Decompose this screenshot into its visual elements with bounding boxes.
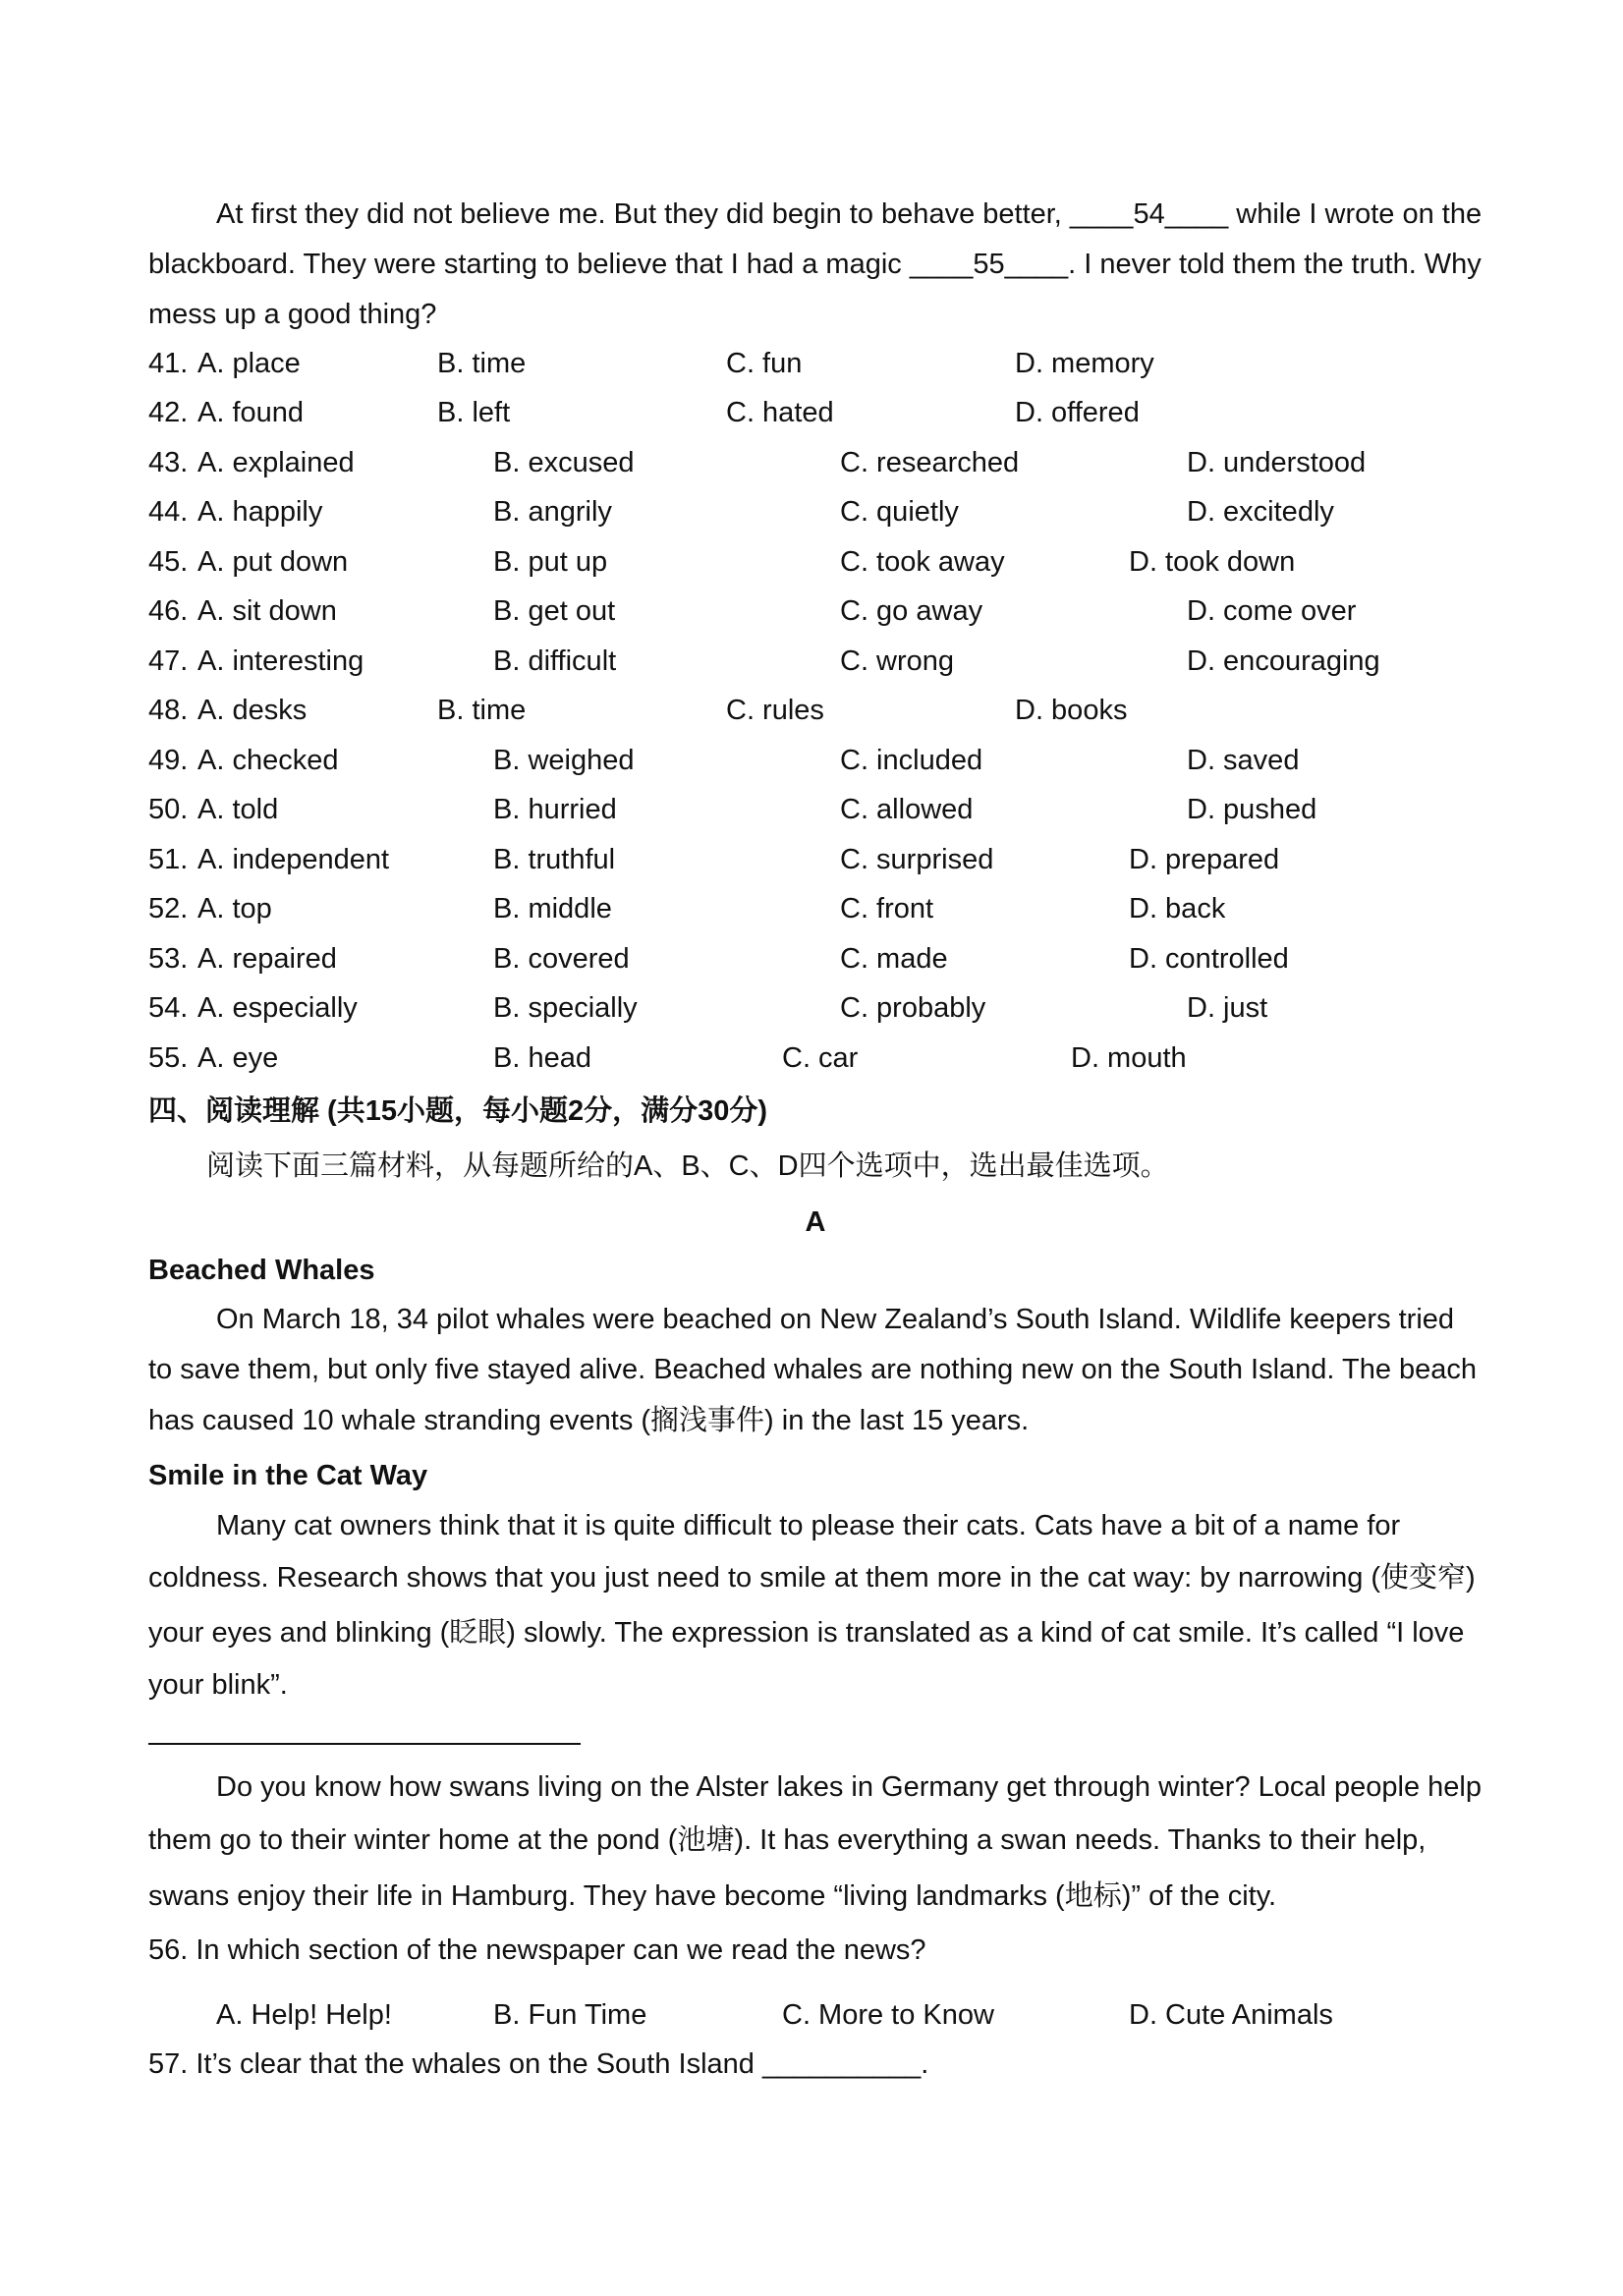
option-c: C. allowed bbox=[840, 794, 974, 825]
option-a: A. independent bbox=[197, 844, 390, 875]
option-c: C. made bbox=[840, 943, 948, 975]
option-a: A. eye bbox=[197, 1042, 279, 1074]
question-number: 54. bbox=[148, 992, 189, 1024]
option-b: B. head bbox=[493, 1042, 591, 1074]
question-stem: 57. It’s clear that the whales on the South Island __________. bbox=[148, 2048, 929, 2080]
option-d: D. mouth bbox=[1071, 1042, 1187, 1074]
cloze-option-row bbox=[148, 445, 1524, 480]
option-a: A. sit down bbox=[197, 595, 337, 627]
passage-line: At first they did not believe me. But they did begin to behave better, ____54____ while I wrote on the bbox=[216, 198, 1483, 230]
cloze-option-row bbox=[148, 544, 1524, 580]
article-title: Beached Whales bbox=[148, 1255, 375, 1286]
option-b: B. specially bbox=[493, 992, 638, 1024]
question-number: 51. bbox=[148, 844, 189, 875]
option-d: D. just bbox=[1187, 992, 1268, 1024]
option-b: B. time bbox=[437, 695, 527, 726]
option-b: B. truthful bbox=[493, 844, 616, 875]
option-b: B. left bbox=[437, 397, 511, 428]
option-c: C. hated bbox=[726, 397, 834, 428]
article-line: to save them, but only five stayed alive. Beached whales are nothing new on the South Island. The beach bbox=[148, 1354, 1478, 1385]
option-c: C. quietly bbox=[840, 496, 959, 528]
option-a: A. top bbox=[197, 893, 272, 924]
cloze-option-row bbox=[148, 1040, 1524, 1076]
option-b: B. excused bbox=[493, 447, 635, 478]
option-b: B. hurried bbox=[493, 794, 617, 825]
option-a: A. explained bbox=[197, 447, 355, 478]
option-d: D. pushed bbox=[1187, 794, 1317, 825]
article-line: Do you know how swans living on the Alster lakes in Germany get through winter? Local people help bbox=[216, 1771, 1483, 1803]
option-c: C. wrong bbox=[840, 645, 955, 677]
option-a: A. put down bbox=[197, 546, 349, 578]
option-b: B. time bbox=[437, 348, 527, 379]
question-number: 46. bbox=[148, 595, 189, 627]
option-d: D. come over bbox=[1187, 595, 1357, 627]
article-line: On March 18, 34 pilot whales were beached on New Zealand’s South Island. Wildlife keepers tried bbox=[216, 1304, 1455, 1335]
option-c: C. researched bbox=[840, 447, 1020, 478]
option-a: A. especially bbox=[197, 992, 358, 1024]
cloze-option-row bbox=[148, 792, 1524, 827]
question-number: 45. bbox=[148, 546, 189, 578]
question-number: 55. bbox=[148, 1042, 189, 1074]
question-number: 52. bbox=[148, 893, 189, 924]
cloze-option-row bbox=[148, 693, 1524, 728]
option-a: A. checked bbox=[197, 745, 339, 776]
question-number: 53. bbox=[148, 943, 189, 975]
option-d: D. encouraging bbox=[1187, 645, 1380, 677]
option-c: C. fun bbox=[726, 348, 803, 379]
section-heading: 四、阅读理解 (共15小题，每小题2分，满分30分) bbox=[148, 1095, 768, 1127]
answer-blank-rule bbox=[148, 1743, 581, 1745]
cloze-option-row bbox=[148, 842, 1524, 877]
option-d: D. controlled bbox=[1129, 943, 1289, 975]
option-b: B. put up bbox=[493, 546, 608, 578]
option-c: C. front bbox=[840, 893, 934, 924]
option-b: B. weighed bbox=[493, 745, 635, 776]
cloze-option-row bbox=[148, 990, 1524, 1026]
article-line: your eyes and blinking (眨眼) slowly. The expression is translated as a kind of cat smile. It’s called “I love bbox=[148, 1617, 1465, 1649]
option-b: B. angrily bbox=[493, 496, 612, 528]
question-number: 47. bbox=[148, 645, 189, 677]
option-c: C. go away bbox=[840, 595, 983, 627]
article-line: Many cat owners think that it is quite difficult to please their cats. Cats have a bit of a name for bbox=[216, 1510, 1401, 1541]
option-c: C. car bbox=[782, 1042, 859, 1074]
option-b: B. covered bbox=[493, 943, 630, 975]
option-b: B. difficult bbox=[493, 645, 617, 677]
option-a: A. desks bbox=[197, 695, 308, 726]
option-d: D. took down bbox=[1129, 546, 1296, 578]
option-a: A. told bbox=[197, 794, 279, 825]
cloze-option-row bbox=[148, 941, 1524, 977]
cloze-option-row bbox=[148, 891, 1524, 926]
option-a: A. place bbox=[197, 348, 301, 379]
option-c: C. rules bbox=[726, 695, 824, 726]
cloze-option-row bbox=[148, 593, 1524, 629]
option-b: B. Fun Time bbox=[493, 1999, 647, 2031]
article-line: has caused 10 whale stranding events (搁浅事件) in the last 15 years. bbox=[148, 1405, 1030, 1436]
option-a: A. happily bbox=[197, 496, 323, 528]
option-a: A. repaired bbox=[197, 943, 337, 975]
option-a: A. found bbox=[197, 397, 305, 428]
option-d: D. back bbox=[1129, 893, 1226, 924]
question-number: 48. bbox=[148, 695, 189, 726]
option-c: C. included bbox=[840, 745, 983, 776]
option-d: D. excitedly bbox=[1187, 496, 1334, 528]
option-d: D. Cute Animals bbox=[1129, 1999, 1333, 2031]
cloze-option-row bbox=[148, 346, 1524, 381]
question-number: 43. bbox=[148, 447, 189, 478]
option-c: C. surprised bbox=[840, 844, 994, 875]
article-title: Smile in the Cat Way bbox=[148, 1460, 428, 1491]
cloze-option-row bbox=[148, 395, 1524, 430]
option-d: D. prepared bbox=[1129, 844, 1280, 875]
article-line: swans enjoy their life in Hamburg. They have become “living landmarks (地标)” of the city. bbox=[148, 1880, 1277, 1912]
part-label: A bbox=[805, 1206, 826, 1238]
option-c: C. More to Know bbox=[782, 1999, 994, 2031]
passage-line: blackboard. They were starting to believe that I had a magic ____55____. I never told them the truth. Why bbox=[148, 249, 1482, 280]
cloze-option-row bbox=[148, 494, 1524, 530]
option-c: C. took away bbox=[840, 546, 1005, 578]
option-d: D. saved bbox=[1187, 745, 1300, 776]
passage-line: mess up a good thing? bbox=[148, 299, 437, 330]
article-line: coldness. Research shows that you just need to smile at them more in the cat way: by narrowing (使变窄) bbox=[148, 1562, 1476, 1594]
question-number: 49. bbox=[148, 745, 189, 776]
section-instruction: 阅读下面三篇材料，从每题所给的A、B、C、D四个选项中，选出最佳选项。 bbox=[206, 1150, 1169, 1182]
option-d: D. memory bbox=[1015, 348, 1154, 379]
question-number: 42. bbox=[148, 397, 189, 428]
cloze-option-row bbox=[148, 644, 1524, 679]
option-b: B. middle bbox=[493, 893, 612, 924]
question-stem: 56. In which section of the newspaper can we read the news? bbox=[148, 1934, 926, 1966]
option-b: B. get out bbox=[493, 595, 616, 627]
option-d: D. offered bbox=[1015, 397, 1140, 428]
option-a: A. Help! Help! bbox=[216, 1999, 392, 2031]
question-number: 41. bbox=[148, 348, 189, 379]
option-d: D. books bbox=[1015, 695, 1128, 726]
article-line: your blink”. bbox=[148, 1669, 288, 1701]
option-d: D. understood bbox=[1187, 447, 1367, 478]
option-a: A. interesting bbox=[197, 645, 364, 677]
question-options bbox=[148, 1997, 1524, 2033]
article-line: them go to their winter home at the pond (池塘). It has everything a swan needs. Thanks to their help, bbox=[148, 1824, 1427, 1856]
question-number: 44. bbox=[148, 496, 189, 528]
option-c: C. probably bbox=[840, 992, 986, 1024]
question-number: 50. bbox=[148, 794, 189, 825]
cloze-option-row bbox=[148, 743, 1524, 778]
